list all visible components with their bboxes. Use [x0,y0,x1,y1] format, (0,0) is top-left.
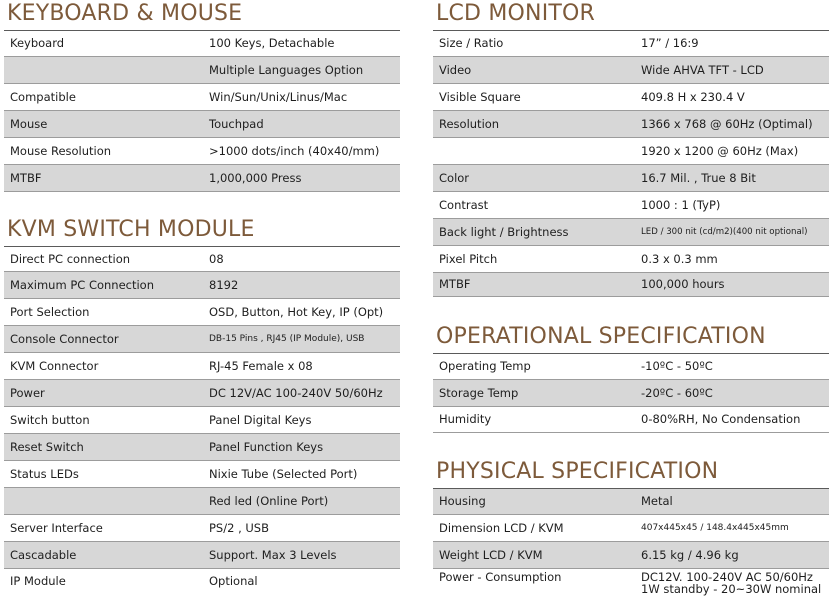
spec-value-line: 1W standby - 20~30W nominal [641,582,822,596]
spec-label: Power - Consumption [439,570,562,584]
spec-label: Color [439,170,470,185]
spec-label: Switch button [10,412,90,427]
kvm-switch-section [4,216,400,594]
spec-row [4,434,400,461]
spec-table [4,31,400,192]
spec-row [433,246,829,273]
spec-label: KVM Connector [10,358,99,373]
spec-value: 16.7 Mil. , True 8 Bit [641,170,756,185]
spec-row [433,569,829,599]
spec-table [433,489,829,599]
section-title: LCD MONITOR [436,1,596,26]
spec-value: 1366 x 768 @ 60Hz (Optimal) [641,116,813,131]
spec-label: Storage Temp [439,385,519,400]
spec-value: 0.3 x 0.3 mm [641,251,718,266]
spec-value: 6.15 kg / 4.96 kg [641,547,739,562]
spec-label: Console Connector [10,331,119,346]
spec-label: IP Module [10,574,66,588]
spec-value: Nixie Tube (Selected Port) [209,466,358,481]
spec-row [433,57,829,84]
spec-row [4,31,400,57]
spec-value: RJ-45 Female x 08 [209,358,313,373]
spec-table [4,247,400,594]
spec-row [4,247,400,272]
spec-label: Weight LCD / KVM [439,547,543,562]
spec-row [4,380,400,407]
spec-row [4,326,400,353]
spec-value: 1,000,000 Press [209,170,302,185]
spec-table [433,31,829,297]
spec-row [433,111,829,138]
keyboard-mouse-section [4,0,400,192]
spec-row [433,219,829,246]
spec-value: -10ºC - 50ºC [641,359,713,373]
spec-row [433,138,829,165]
spec-value: Panel Function Keys [209,439,324,454]
section-title: KVM SWITCH MODULE [7,217,255,242]
spec-value: OSD, Button, Hot Key, IP (Opt) [209,304,384,319]
spec-row [4,353,400,380]
spec-value: 407x445x45 / 148.4x445x45mm [641,522,789,533]
spec-row [4,515,400,542]
spec-value: 1920 x 1200 @ 60Hz (Max) [641,143,799,158]
spec-value: Wide AHVA TFT - LCD [641,62,764,77]
spec-label: Resolution [439,116,500,131]
spec-label: Maximum PC Connection [10,277,155,292]
spec-label: Server Interface [10,520,103,535]
spec-label: Mouse [10,116,48,131]
spec-value-line: DC12V. 100-240V AC 50/60Hz [641,570,813,584]
spec-label: Visible Square [439,89,521,104]
spec-value: 100,000 hours [641,277,725,291]
spec-label: Direct PC connection [10,251,131,266]
spec-row [433,192,829,219]
spec-label: Operating Temp [439,359,531,373]
spec-value: Win/Sun/Unix/Linus/Mac [209,89,348,104]
spec-label: Humidity [439,412,492,426]
spec-value: 409.8 H x 230.4 V [641,89,745,104]
spec-table [433,354,829,433]
section-title: OPERATIONAL SPECIFICATION [436,324,766,349]
spec-row [4,542,400,569]
spec-label: Mouse Resolution [10,143,112,158]
spec-value: -20ºC - 60ºC [641,385,713,400]
spec-value: 0-80%RH, No Condensation [641,412,801,426]
operational-section [433,323,829,433]
spec-row [433,84,829,111]
lcd-monitor-section [433,0,829,297]
spec-value: Metal [641,494,673,508]
spec-value: Panel Digital Keys [209,412,312,427]
spec-row [433,407,829,433]
spec-row [4,111,400,138]
spec-value: 08 [209,251,224,266]
spec-row [4,299,400,326]
spec-row [4,407,400,434]
spec-value: DB-15 Pins , RJ45 (IP Module), USB [209,333,365,344]
spec-row [4,57,400,84]
spec-row [433,354,829,380]
spec-row [433,515,829,542]
physical-section [433,458,829,599]
spec-row [4,569,400,594]
spec-label: Back light / Brightness [439,224,569,239]
spec-row [4,488,400,515]
spec-value: DC 12V/AC 100-240V 50/60Hz [209,385,383,400]
spec-value [641,571,829,595]
spec-label: Status LEDs [10,466,79,481]
spec-label: Dimension LCD / KVM [439,520,564,535]
spec-value: Touchpad [209,116,264,131]
spec-value: 8192 [209,277,239,292]
spec-label: Power [10,385,45,400]
spec-row [4,138,400,165]
spec-value: PS/2 , USB [209,520,269,535]
spec-row [433,31,829,57]
spec-row [433,380,829,407]
spec-value: 1000 : 1 (TyP) [641,197,721,212]
section-title: PHYSICAL SPECIFICATION [436,459,719,484]
spec-value: Optional [209,574,258,588]
section-title: KEYBOARD & MOUSE [7,1,243,26]
spec-row [4,461,400,488]
spec-label: Video [439,62,472,77]
spec-value: 100 Keys, Detachable [209,36,335,50]
spec-row [433,489,829,515]
spec-row [4,84,400,111]
spec-value: LED / 300 nit (cd/m2)(400 nit optional) [641,226,808,237]
spec-label: Compatible [10,89,76,104]
spec-label: MTBF [439,277,471,291]
spec-row [4,165,400,192]
spec-label: Housing [439,494,486,508]
spec-label: MTBF [10,170,42,185]
spec-label: Port Selection [10,304,90,319]
spec-label: Pixel Pitch [439,251,498,266]
spec-value: >1000 dots/inch (40x40/mm) [209,143,380,158]
spec-label: Contrast [439,197,489,212]
spec-value: 17” / 16:9 [641,36,699,50]
spec-value: Support. Max 3 Levels [209,547,337,562]
spec-row [433,165,829,192]
spec-label: Keyboard [10,36,65,50]
spec-label: Cascadable [10,547,77,562]
spec-row [433,273,829,297]
spec-value: Multiple Languages Option [209,62,364,77]
spec-row [433,542,829,569]
spec-label: Reset Switch [10,439,84,454]
spec-value: Red led (Online Port) [209,493,329,508]
spec-label: Size / Ratio [439,36,504,50]
spec-row [4,272,400,299]
